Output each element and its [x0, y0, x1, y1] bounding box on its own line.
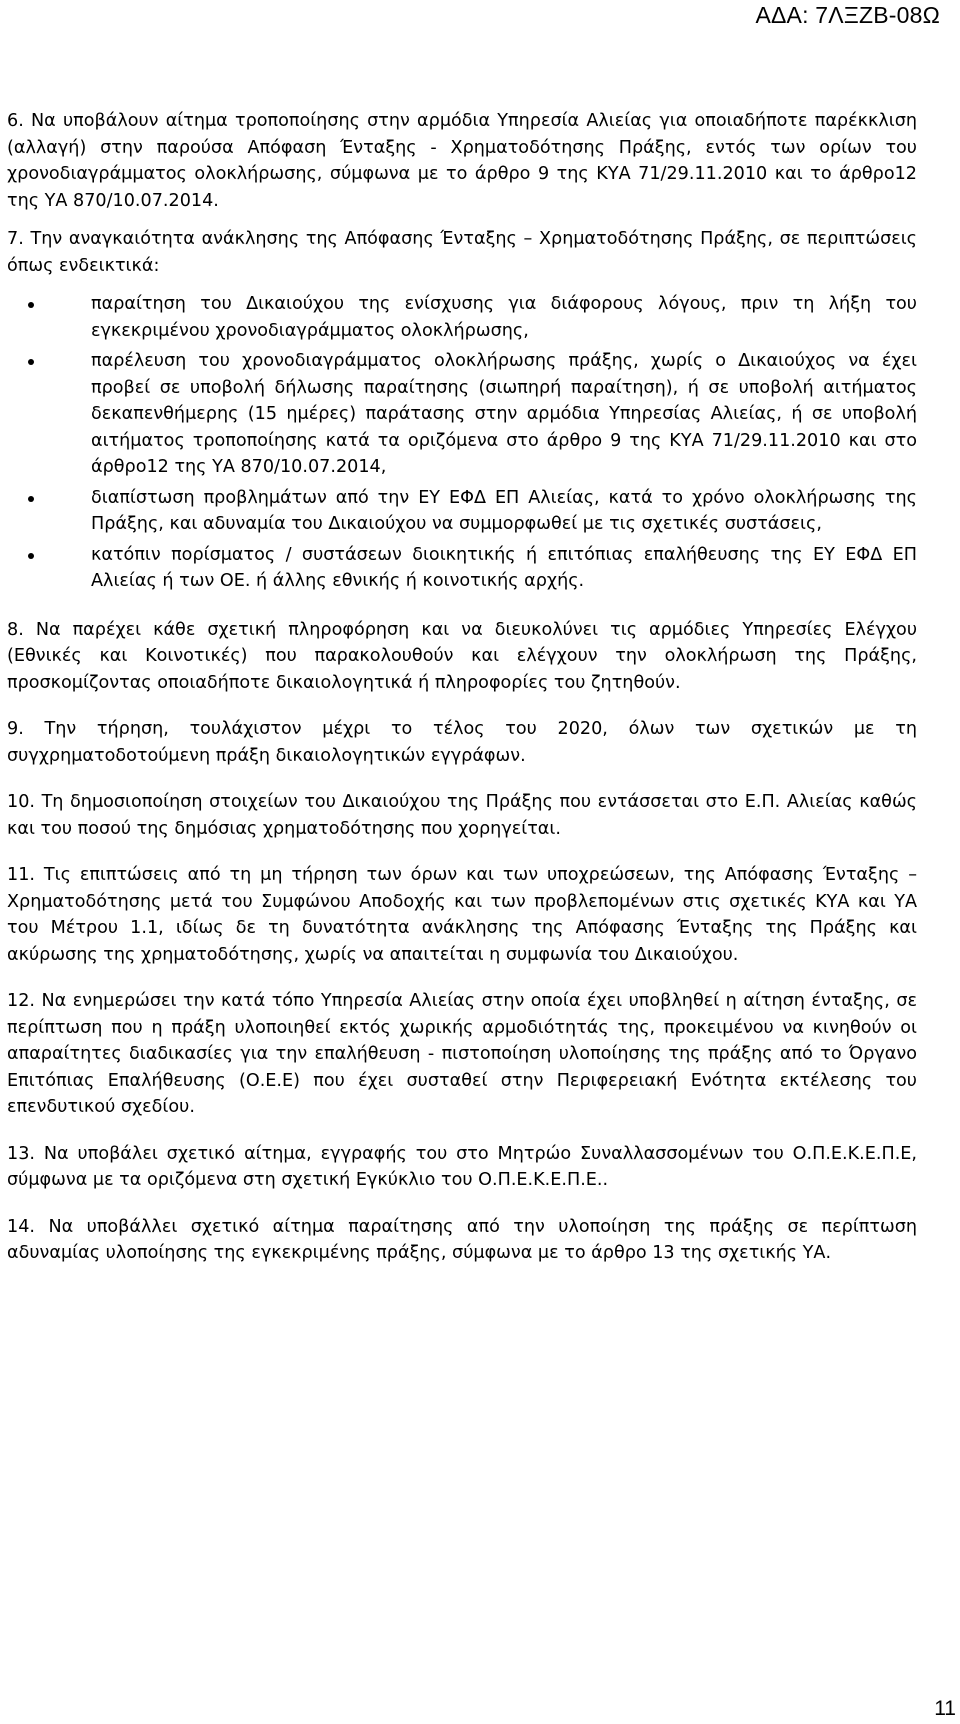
- item-number: 12.: [7, 991, 35, 1011]
- bullet-item: [7, 485, 917, 538]
- item-6: [7, 108, 917, 214]
- item-number: 7.: [7, 229, 24, 249]
- item-text: Την αναγκαιότητα ανάκλησης της Απόφασης Ένταξης – Χρηματοδότησης Πράξης, σε περιπτώσεις όπως ενδεικτικά:: [7, 229, 918, 276]
- item-text: Τις επιπτώσεις από τη μη τήρηση των όρων και των υποχρεώσεων, της Απόφασης Ένταξης – Χρηματοδότησης μετά του Συμφώνου Αποδοχής και των προβλεπομένων στις σχετικές ΚΥΑ και ΥΑ του Μέτρου 1.1, ιδίως δε τη δυνατότητα ανάκλησης της Απόφασης Ένταξης της Πράξης και ακύρωσης της χρηματοδότησης, χωρίς να απαιτείται η συμφωνία του Δικαιούχου.: [7, 865, 917, 965]
- bullet-item: [7, 291, 917, 344]
- bullet-text: παραίτηση του Δικαιούχου της ενίσχυσης για διάφορους λόγους, πριν τη λήξη του εγκεκριμένου χρονοδιαγράμματος ολοκλήρωσης,: [91, 294, 917, 341]
- item-number: 13.: [7, 1143, 35, 1164]
- item-number: 9.: [7, 719, 24, 739]
- item-number: 6.: [7, 111, 24, 131]
- item-text: Να υποβάλει σχετικό αίτημα, εγγραφής του στο Μητρώο Συναλλασσομένων του Ο.Π.Ε.Κ.Ε.Π.Ε, σύμφωνα με τα οριζόμενα στη σχετική Εγκύκλιο του Ο.Π.Ε.Κ.Ε.Π.Ε..: [7, 1143, 918, 1190]
- item-10: [7, 789, 917, 842]
- item-13: [7, 1141, 917, 1194]
- item-number: 14.: [7, 1216, 35, 1237]
- item-text: Να ενημερώσει την κατά τόπο Υπηρεσία Αλιείας στην οποία έχει υποβληθεί η αίτηση ένταξης, σε περίπτωση που η πράξη υλοποιηθεί εκτός χωρικής αρμοδιότητάς της, προκειμένου να κινηθούν οι απαραίτητες διαδικασίες για την επαλήθευση - πιστοποίηση υλοποίησης της πράξης από το Όργανο Επιτόπιας Επαλήθευσης (Ο.Ε.Ε) που έχει συσταθεί στην Περιφερειακή Ενότητα εκτέλεσης του επενδυτικού σχεδίου.: [7, 991, 918, 1117]
- page-number: 11: [934, 1697, 956, 1720]
- item-11: [7, 862, 917, 968]
- item-7-bullet-list: [7, 291, 917, 595]
- bullet-icon: [28, 302, 34, 308]
- document-body: [7, 108, 917, 1287]
- ada-code: ΑΔΑ: 7ΛΞΖΒ-08Ω: [755, 2, 940, 28]
- bullet-item: [7, 348, 917, 481]
- bullet-icon: [28, 359, 34, 365]
- bullet-text: παρέλευση του χρονοδιαγράμματος ολοκλήρωσης πράξης, χωρίς ο Δικαιούχος να έχει προβεί σε υποβολή δήλωσης παραίτησης (σιωπηρή παραίτηση), ή σε υποβολή αιτήματος δεκαπενθήμερης (15 ημέρες) παράτασης στην αρμόδια Υπηρεσίας Αλιείας, ή σε υποβολή αιτήματος τροποποίησης κατά τα οριζόμενα στο άρθρο 9 της ΚΥΑ 71/29.11.2010 και στο άρθρο12 της ΥΑ 870/10.07.2014,: [91, 351, 917, 477]
- item-8: [7, 617, 917, 697]
- bullet-text: κατόπιν πορίσματος / συστάσεων διοικητικής ή επιτόπιας επαλήθευσης της ΕΥ ΕΦΔ ΕΠ Αλιείας ή των ΟΕ. ή άλλης εθνικής ή κοινοτικής αρχής.: [91, 544, 917, 591]
- item-number: 11.: [7, 865, 35, 885]
- item-text: Να παρέχει κάθε σχετική πληροφόρηση και να διευκολύνει τις αρμόδιες Υπηρεσίες Ελέγχου (Εθνικές και Κοινοτικές) που παρακολουθούν και ελέγχουν την ολοκλήρωση της Πράξης, προσκομίζοντας οποιαδήποτε δικαιολογητικά ή πληροφορίες του ζητηθούν.: [7, 619, 917, 693]
- item-number: 8.: [7, 619, 24, 640]
- item-text: Να υποβάλλει σχετικό αίτημα παραίτησης από την υλοποίηση της πράξης σε περίπτωση αδυναμίας υλοποίησης της εγκεκριμένης πράξης, σύμφωνα με το άρθρο 13 της σχετικής ΥΑ.: [7, 1216, 917, 1263]
- item-text: Την τήρηση, τουλάχιστον μέχρι το τέλος του 2020, όλων των σχετικών με τη συγχρηματοδοτούμενη πράξη δικαιολογητικών εγγράφων.: [7, 719, 918, 766]
- item-text: Τη δημοσιοποίηση στοιχείων του Δικαιούχου της Πράξης που εντάσσεται στο Ε.Π. Αλιείας καθώς και του ποσού της δημόσιας χρηματοδότησης που χορηγείται.: [7, 792, 918, 839]
- item-number: 10.: [7, 792, 35, 812]
- item-7: [7, 226, 917, 279]
- item-9: [7, 716, 917, 769]
- bullet-item: [7, 542, 917, 595]
- bullet-icon: [28, 553, 34, 559]
- item-14: [7, 1214, 917, 1267]
- bullet-text: διαπίστωση προβλημάτων από την ΕΥ ΕΦΔ ΕΠ Αλιείας, κατά το χρόνο ολοκλήρωσης της Πράξης, και αδυναμία του Δικαιούχου να συμμορφωθεί με τις σχετικές συστάσεις,: [91, 487, 917, 534]
- item-12: [7, 988, 917, 1121]
- bullet-icon: [28, 496, 34, 502]
- item-text: Να υποβάλουν αίτημα τροποποίησης στην αρμόδια Υπηρεσία Αλιείας για οποιαδήποτε παρέκκλιση (αλλαγή) στην παρούσα Απόφαση Ένταξης - Χρηματοδότησης Πράξης, εντός των ορίων του χρονοδιαγράμματος ολοκλήρωσης, σύμφωνα με το άρθρο 9 της ΚΥΑ 71/29.11.2010 και το άρθρο12 της ΥΑ 870/10.07.2014.: [7, 111, 918, 211]
